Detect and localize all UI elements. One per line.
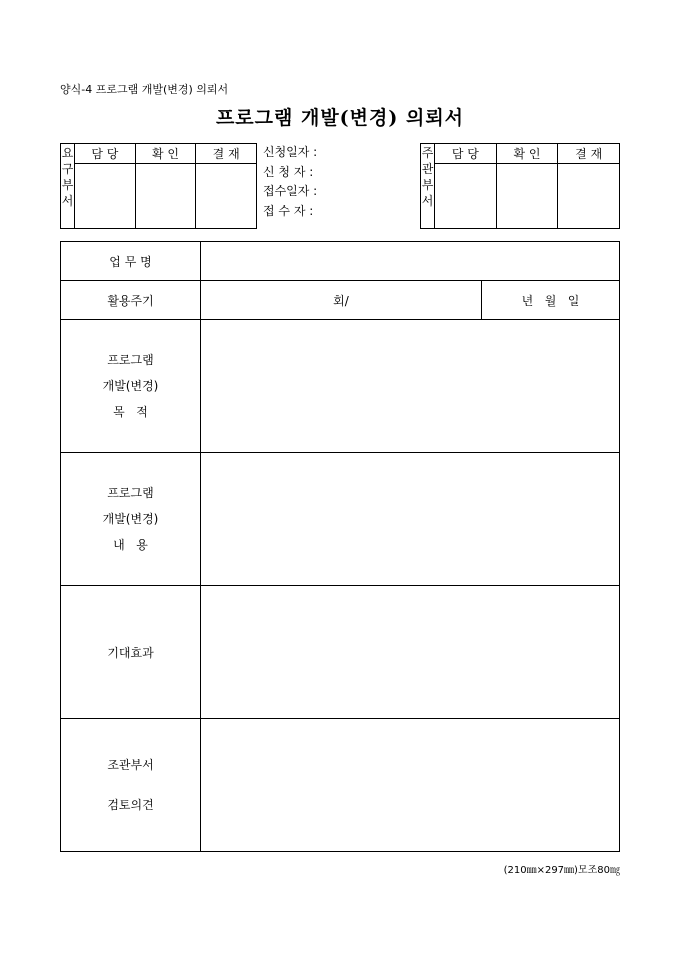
content-label-line: 개발(변경): [102, 512, 159, 526]
purpose-label-line: 개발(변경): [102, 379, 159, 393]
review-label-line: 검토의견: [107, 798, 154, 812]
content-field[interactable]: [201, 453, 620, 586]
task-name-label: 업 무 명: [61, 242, 201, 281]
side-char: 부: [61, 178, 74, 192]
receipt-date-label: 접수일자 :: [263, 184, 318, 198]
col-header-charge: 담 당: [75, 144, 136, 164]
review-label: [61, 719, 201, 852]
paper-spec-footer: (210㎜×297㎜)모조80㎎: [503, 865, 620, 876]
page-title: 프로그램 개발(변경) 의뢰서: [215, 107, 465, 129]
sign-cell-charge[interactable]: [75, 164, 136, 229]
expected-effect-label: 기대효과: [61, 586, 201, 719]
side-char: 관: [421, 162, 434, 176]
managing-dept-side-label: [421, 144, 435, 229]
col-header-approve: 결 재: [558, 144, 620, 164]
side-char: 주: [421, 146, 434, 160]
task-name-field[interactable]: [201, 242, 620, 281]
form-number-label: 양식-4 프로그램 개발(변경) 의뢰서: [60, 83, 229, 96]
application-info: [263, 143, 317, 221]
side-char: 부: [421, 178, 434, 192]
sign-cell-confirm[interactable]: [135, 164, 196, 229]
side-char: 서: [61, 194, 74, 208]
sign-cell-charge[interactable]: [435, 164, 497, 229]
usage-cycle-count-field[interactable]: 회/: [201, 281, 482, 320]
content-label: [61, 453, 201, 586]
sign-cell-approve[interactable]: [196, 164, 257, 229]
usage-cycle-label: 활용주기: [61, 281, 201, 320]
usage-cycle-date-field[interactable]: 년 월 일: [482, 281, 620, 320]
purpose-field[interactable]: [201, 320, 620, 453]
col-header-charge: 담 당: [435, 144, 497, 164]
sign-cell-confirm[interactable]: [496, 164, 558, 229]
purpose-label: [61, 320, 201, 453]
side-char: 서: [421, 194, 434, 208]
apply-date-label: 신청일자 :: [263, 145, 318, 159]
col-header-approve: 결 재: [196, 144, 257, 164]
sign-cell-approve[interactable]: [558, 164, 620, 229]
expected-effect-field[interactable]: [201, 586, 620, 719]
request-form-table: [60, 241, 620, 852]
content-label-line: 내 용: [113, 538, 148, 552]
requesting-dept-side-label: [61, 144, 75, 229]
content-label-line: 프로그램: [107, 486, 154, 500]
purpose-label-line: 목 적: [113, 405, 148, 419]
review-label-line: 조관부서: [107, 758, 154, 772]
review-field[interactable]: [201, 719, 620, 852]
col-header-confirm: 확 인: [135, 144, 196, 164]
purpose-label-line: 프로그램: [107, 353, 154, 367]
side-char: 요: [61, 146, 74, 160]
requesting-dept-approval-table: [60, 143, 257, 229]
applicant-label: 신 청 자 :: [263, 164, 314, 179]
managing-dept-approval-table: [420, 143, 620, 229]
side-char: 구: [61, 162, 74, 176]
col-header-confirm: 확 인: [496, 144, 558, 164]
receiver-label: 접 수 자 :: [263, 203, 314, 218]
